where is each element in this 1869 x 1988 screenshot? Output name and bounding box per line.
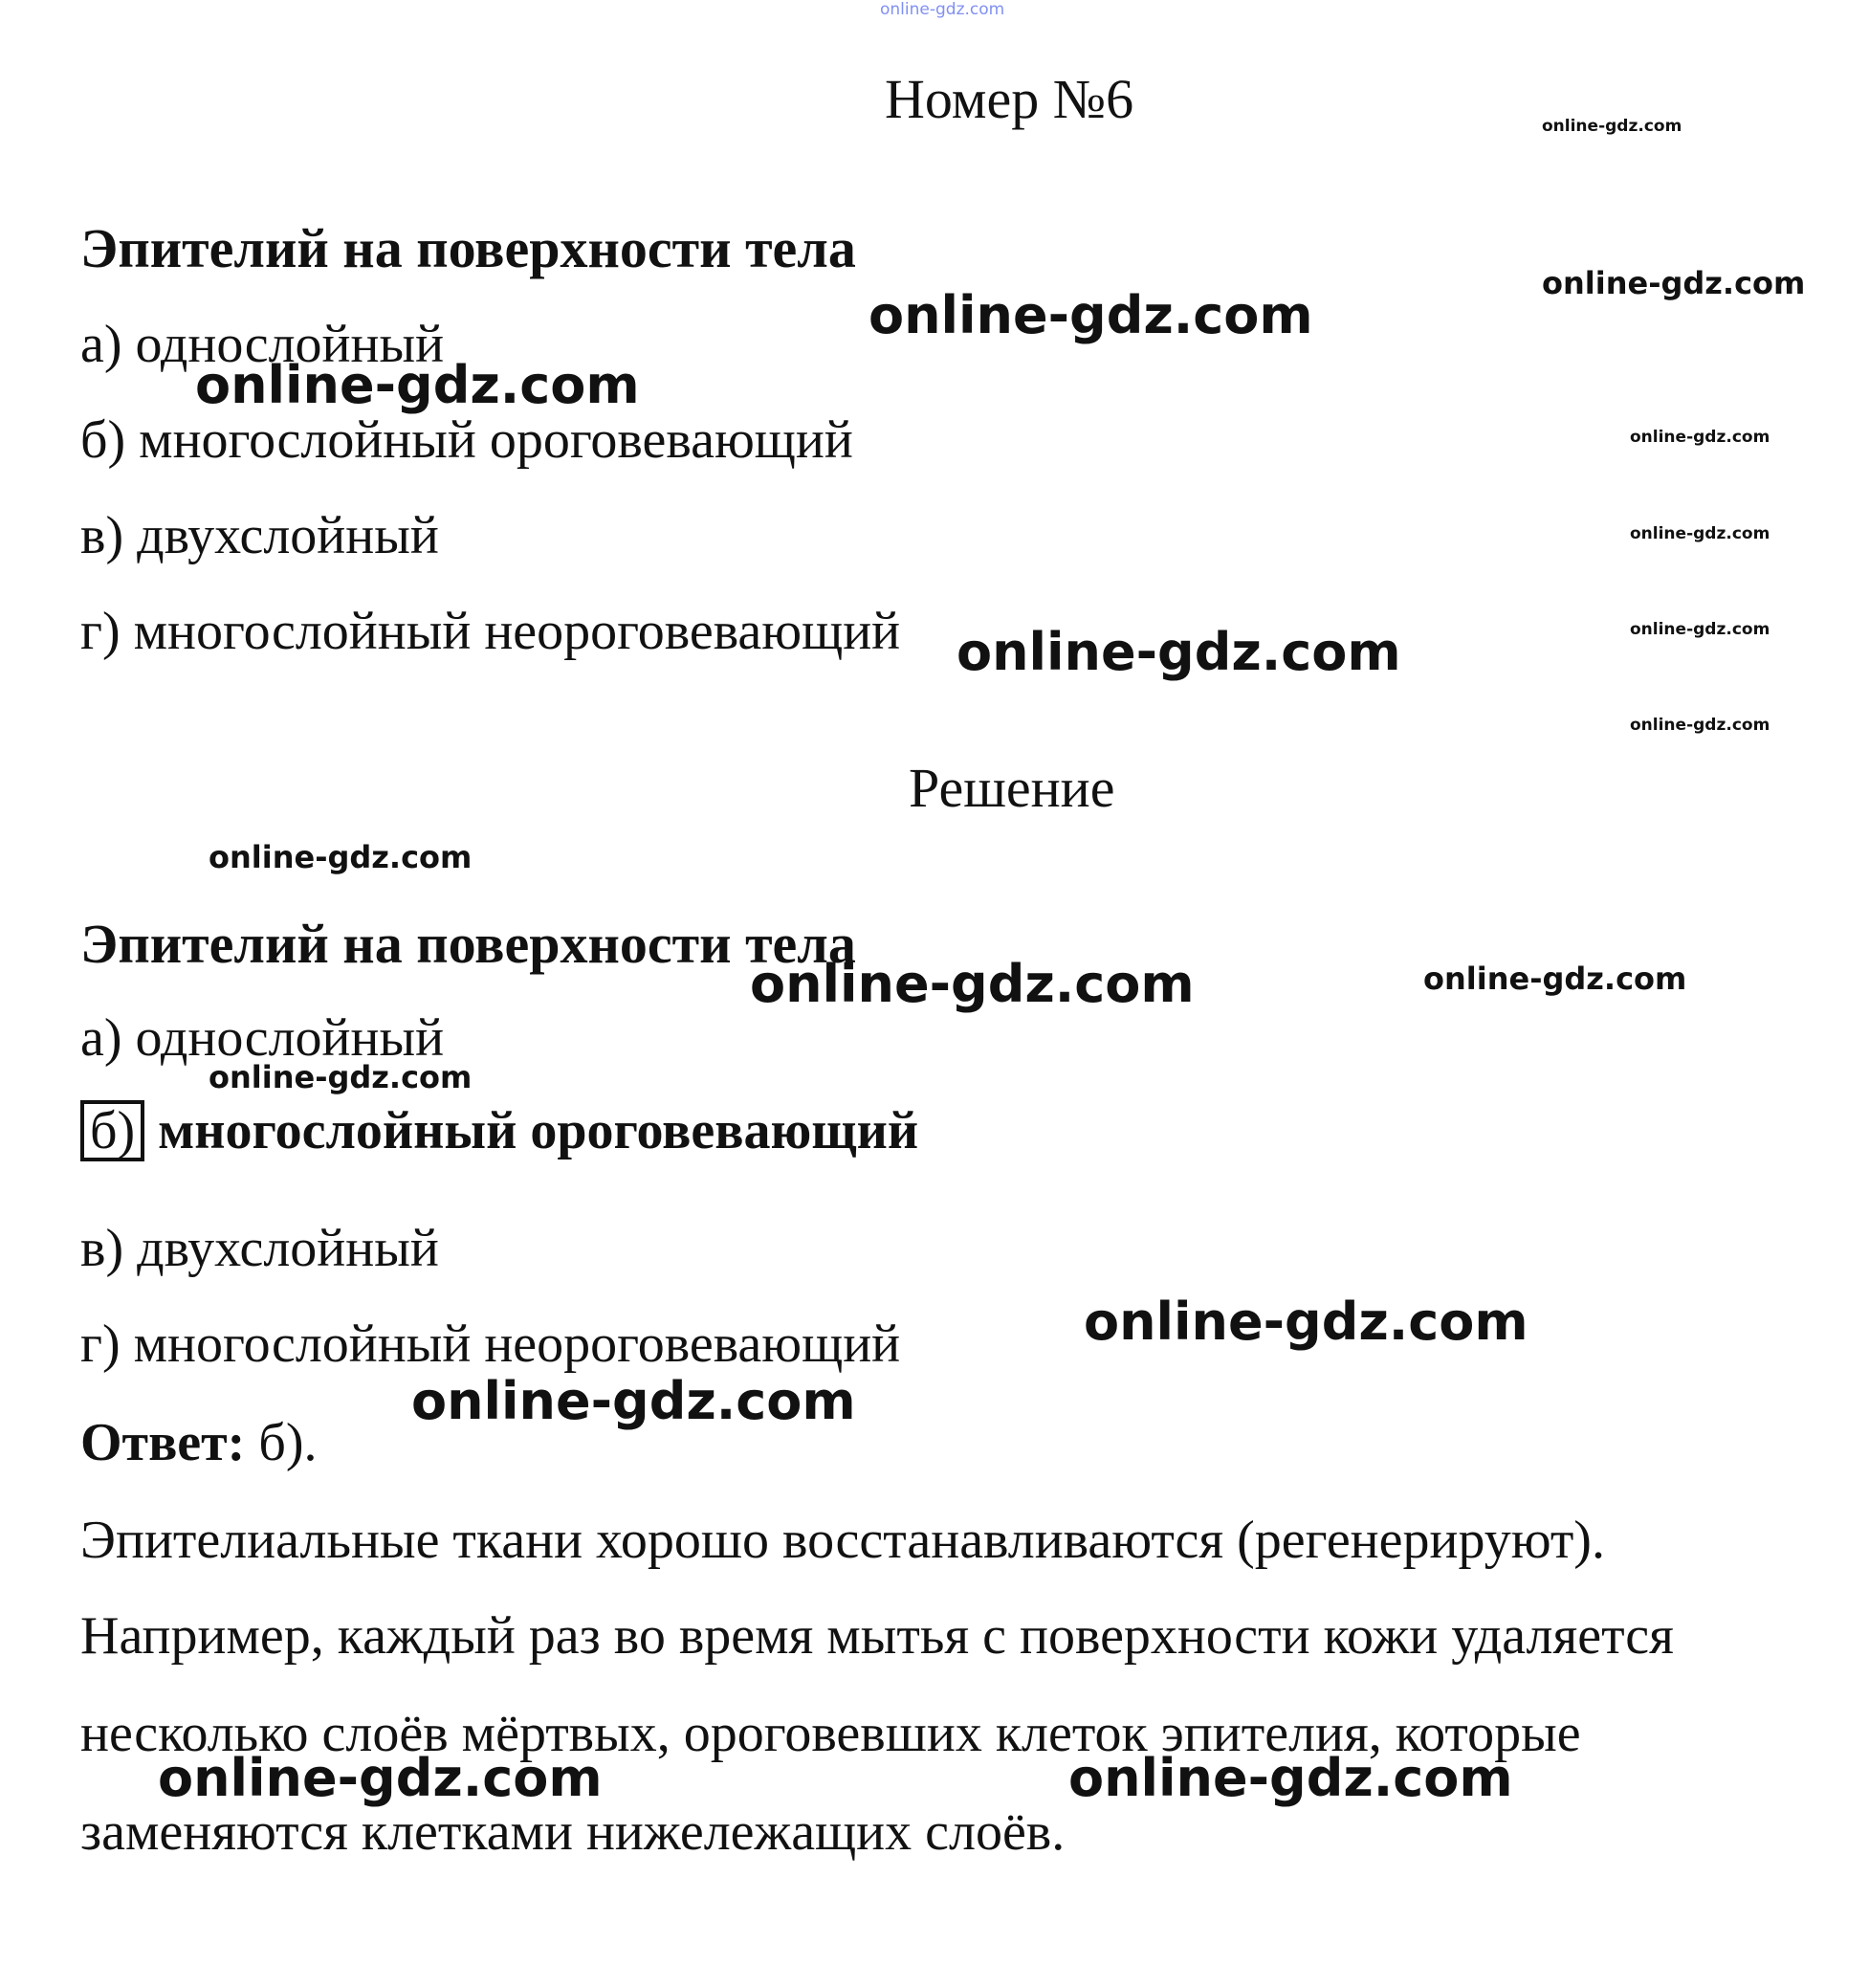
solution-option-d: г) многослойный неороговевающий <box>80 1314 901 1374</box>
page-title: Номер №6 <box>885 68 1134 130</box>
question-option-a: а) однослойный <box>80 315 445 374</box>
correct-option-marker: б) <box>80 1100 144 1161</box>
solution-option-c: в) двухслойный <box>80 1219 439 1278</box>
watermark: online-gdz.com <box>209 1059 473 1095</box>
watermark: online-gdz.com <box>209 839 473 875</box>
watermark: online-gdz.com <box>1084 1292 1528 1352</box>
watermark: online-gdz.com <box>1423 961 1687 997</box>
watermark: online-gdz.com <box>411 1371 856 1431</box>
explanation-line-4: заменяются клетками нижележащих слоёв. <box>80 1802 1066 1862</box>
watermark: online-gdz.com <box>1542 265 1806 301</box>
watermark: online-gdz.com <box>1630 428 1770 447</box>
solution-title: Решение <box>909 757 1115 819</box>
watermark: online-gdz.com <box>1068 1748 1513 1808</box>
watermark: online-gdz.com <box>1630 524 1770 543</box>
question-heading: Эпителий на поверхности тела <box>80 217 856 279</box>
explanation-line-1: Эпителиальные ткани хорошо восстанавливаются (регенерируют). <box>80 1511 1605 1570</box>
answer-value: б). <box>258 1413 318 1472</box>
solution-option-a: а) однослойный <box>80 1008 445 1068</box>
answer-label: Ответ: <box>80 1413 246 1472</box>
watermark: online-gdz.com <box>869 285 1313 345</box>
solution-heading: Эпителий на поверхности тела <box>80 913 856 975</box>
watermark: online-gdz.com <box>880 0 1005 19</box>
explanation-line-3: несколько слоёв мёртвых, ороговевших клеток эпителия, которые <box>80 1704 1581 1763</box>
watermark: online-gdz.com <box>158 1748 603 1808</box>
answer-line <box>80 1414 317 1473</box>
watermark: online-gdz.com <box>750 954 1195 1014</box>
question-option-c: в) двухслойный <box>80 506 439 565</box>
watermark: online-gdz.com <box>1630 620 1770 639</box>
question-option-d: г) многослойный неороговевающий <box>80 602 901 661</box>
watermark: online-gdz.com <box>1542 117 1682 136</box>
watermark: online-gdz.com <box>1630 716 1770 735</box>
explanation-line-2: Например, каждый раз во время мытья с поверхности кожи удаляется <box>80 1606 1674 1666</box>
correct-option-text: многослойный ороговевающий <box>158 1101 919 1160</box>
watermark: online-gdz.com <box>956 622 1401 682</box>
solution-option-b-correct <box>80 1100 918 1161</box>
watermark: online-gdz.com <box>195 355 640 415</box>
question-option-b: б) многослойный ороговевающий <box>80 410 853 470</box>
